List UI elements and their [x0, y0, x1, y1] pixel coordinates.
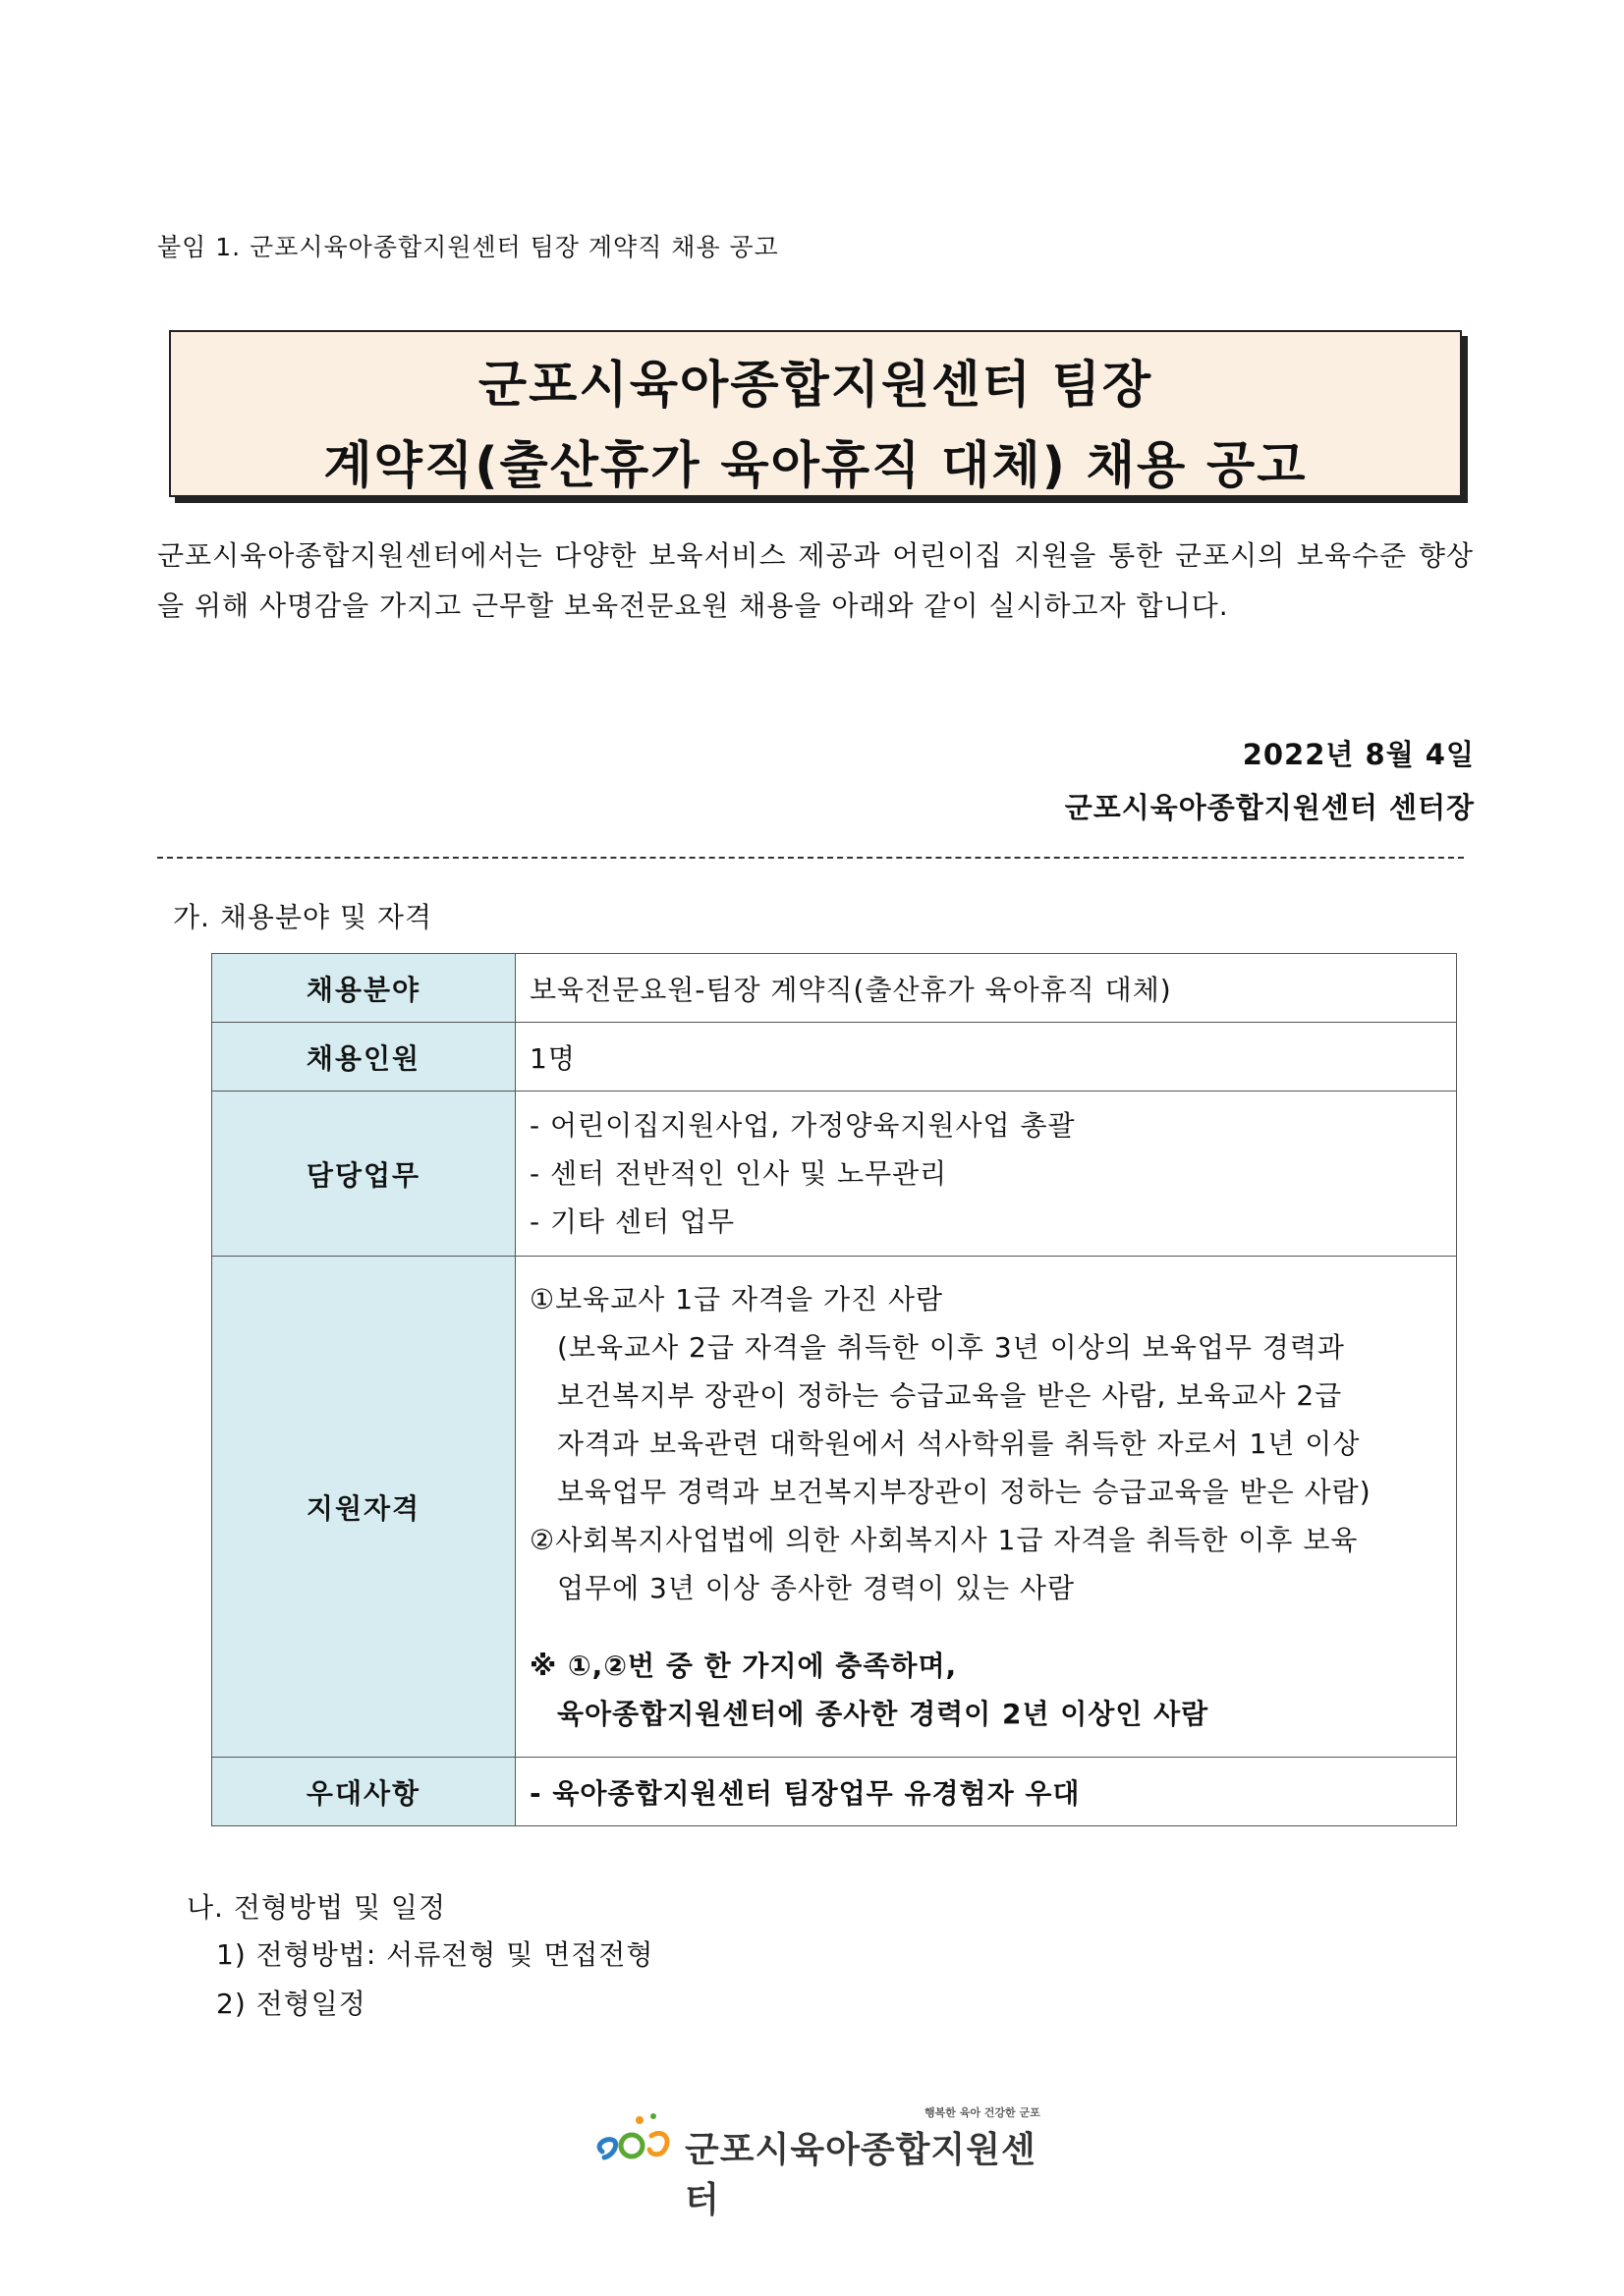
- qual-detail-line: (보육교사 2급 자격을 취득한 이후 3년 이상의 보육업무 경력과: [557, 1331, 1345, 1364]
- announcement-date: 2022년 8월 4일: [1242, 738, 1475, 771]
- pref-value: - 육아종합지원센터 팀장업무 유경험자 우대: [516, 1758, 1457, 1826]
- duty-line: - 어린이집지원사업, 가정양육지원사업 총괄: [530, 1109, 1076, 1142]
- attachment-heading: 붙임 1. 군포시육아종합지원센터 팀장 계약직 채용 공고: [157, 233, 779, 261]
- logo-name: 군포시육아종합지원센터: [685, 2130, 1036, 2220]
- duty-line: - 센터 전반적인 인사 및 노무관리: [530, 1157, 948, 1190]
- field-head: 채용분야: [212, 954, 516, 1023]
- qual-note-1: ※ ①,②번 중 한 가지에 충족하며,: [530, 1650, 958, 1682]
- count-head: 채용인원: [212, 1023, 516, 1092]
- table-row: [212, 1758, 1457, 1826]
- table-row: [212, 1023, 1457, 1092]
- qual-detail-line: 자격과 보육관련 대학원에서 석사학위를 취득한 자로서 1년 이상: [557, 1428, 1361, 1460]
- recruitment-table: [211, 953, 1457, 1826]
- duty-line: - 기타 센터 업무: [530, 1205, 736, 1238]
- table-row: [212, 1257, 1457, 1758]
- selection-schedule: 2) 전형일정: [216, 1988, 366, 2020]
- selection-method: 1) 전형방법: 서류전형 및 면접전형: [216, 1938, 654, 1971]
- qual-item-2: ②사회복지사업법에 의한 사회복지사 1급 자격을 취득한 이후 보육: [530, 1524, 1359, 1556]
- field-value: 보육전문요원-팀장 계약직(출산휴가 육아휴직 대체): [516, 954, 1457, 1023]
- dashed-divider: [157, 857, 1464, 859]
- title-line-2: 계약직(출산휴가 육아휴직 대체) 채용 공고: [323, 437, 1308, 495]
- qual-value: [516, 1257, 1457, 1758]
- section-na-heading: 나. 전형방법 및 일정: [187, 1891, 446, 1924]
- title-box: [169, 330, 1462, 497]
- logo-slogan: 행복한 육아 건강한 군포: [924, 2106, 1040, 2119]
- table-row: [212, 954, 1457, 1023]
- signer: 군포시육아종합지원센터 센터장: [1064, 791, 1475, 824]
- intro-paragraph: 군포시육아종합지원센터에서는 다양한 보육서비스 제공과 어린이집 지원을 통한 군포시의 보육수준 향상을 위해 사명감을 가지고 근무할 보육전문요원 채용을 아래와 같이 실시하고자 합니다.: [157, 539, 1474, 622]
- duty-head: 담당업무: [212, 1092, 516, 1257]
- logo-mark-icon: [594, 2106, 683, 2165]
- qual-note-2: 육아종합지원센터에 종사한 경력이 2년 이상인 사람: [557, 1698, 1209, 1730]
- pref-head: 우대사항: [212, 1758, 516, 1826]
- qual-detail-line: 보건복지부 장관이 정하는 승급교육을 받은 사람, 보육교사 2급: [557, 1379, 1343, 1412]
- section-ga-heading: 가. 채용분야 및 자격: [173, 901, 432, 933]
- spacer: [530, 1612, 1442, 1642]
- duty-value: [516, 1092, 1457, 1257]
- count-value: 1명: [516, 1023, 1457, 1092]
- center-logo: [594, 2102, 1046, 2220]
- title-line-1: 군포시육아종합지원센터 팀장: [477, 357, 1153, 415]
- qual-head: 지원자격: [212, 1257, 516, 1758]
- qual-detail-line: 보육업무 경력과 보건복지부장관이 정하는 승급교육을 받은 사람): [557, 1476, 1372, 1508]
- qual-item-1: ①보육교사 1급 자격을 가진 사람: [530, 1283, 944, 1316]
- qual-item-2-cont: 업무에 3년 이상 종사한 경력이 있는 사람: [557, 1572, 1075, 1604]
- table-row: [212, 1092, 1457, 1257]
